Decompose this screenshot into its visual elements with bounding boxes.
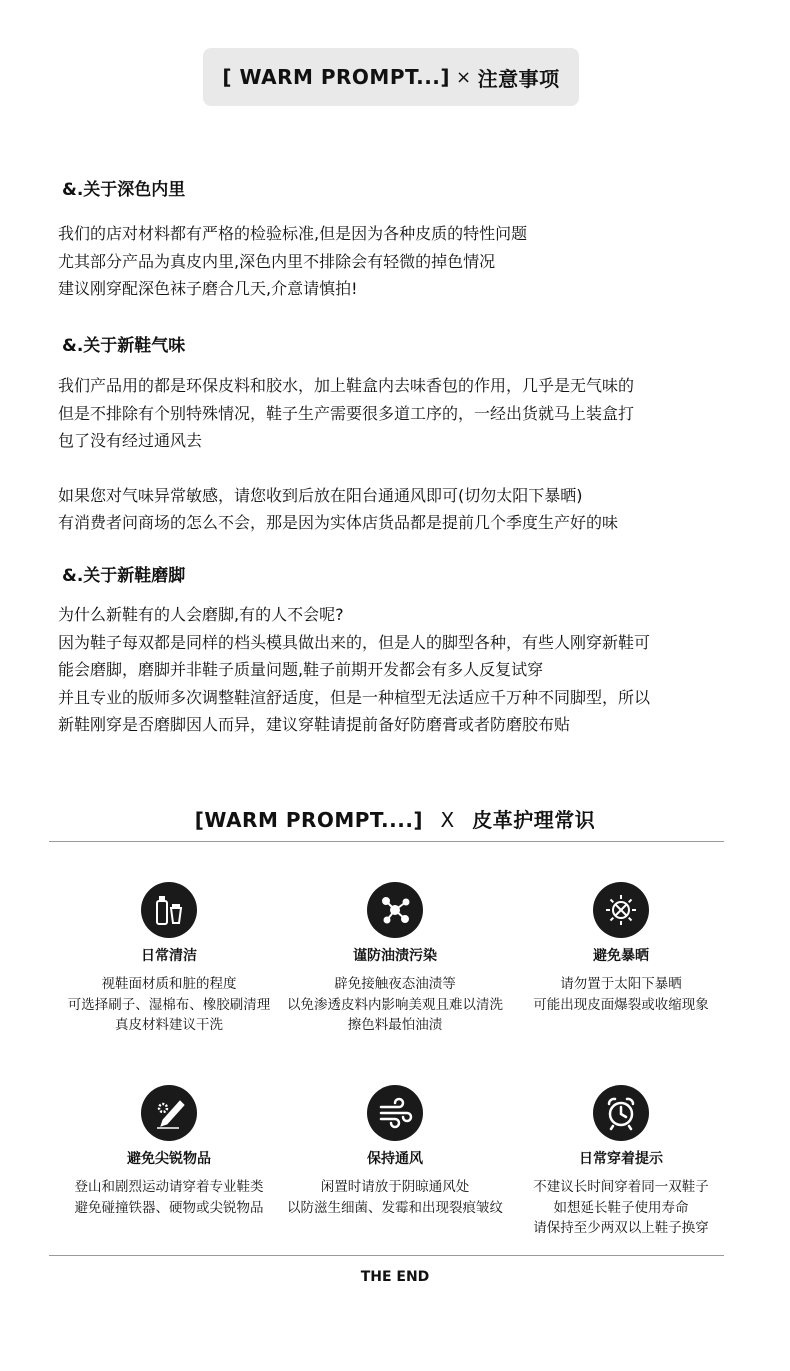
care-item-title: 避免暴晒 xyxy=(593,948,649,964)
notice-line: 包了没有经过通风去 xyxy=(58,431,203,450)
care-line: 如想延长鞋子使用寿命 xyxy=(553,1199,689,1216)
care-item-title: 避免尖锐物品 xyxy=(127,1151,211,1167)
notice-line: 因为鞋子每双都是同样的档头模具做出来的，但是人的脚型各种，有些人刚穿新鞋可 xyxy=(58,632,651,652)
care-line: 可选择刷子、湿棉布、橡胶刷清理 xyxy=(67,996,271,1013)
care-item-desc xyxy=(39,974,299,1036)
notice-body-new-shoe-smell xyxy=(58,372,634,537)
top-header-pill xyxy=(203,48,579,106)
notice-line: 我们产品用的都是环保皮料和胶水，加上鞋盒内去味香包的作用，几乎是无气味的 xyxy=(58,376,635,395)
footer-divider xyxy=(49,1255,724,1256)
care-header xyxy=(0,804,790,833)
notice-line: 如果您对气味异常敏感，请您收到后放在阳台通通风即可(切勿太阳下暴晒) xyxy=(58,485,583,505)
care-item-desc xyxy=(265,974,525,1036)
notice-title-dark-lining: &.关于深色内里 xyxy=(62,180,186,200)
care-line: 以免渗透皮料内影响美观且难以清洗 xyxy=(287,996,503,1013)
stain-molecule-icon xyxy=(367,882,423,938)
footer-the-end: THE END xyxy=(360,1269,430,1285)
notice-line: 尤其部分产品为真皮内里,深色内里不排除会有轻微的掉色情况 xyxy=(58,251,496,271)
care-line: 可能出现皮面爆裂或收缩现象 xyxy=(533,996,709,1013)
care-line: 辟免接触夜态油渍等 xyxy=(334,976,456,992)
care-line: 避免碰撞铁器、硬物或尖锐物品 xyxy=(74,1199,264,1216)
top-header-title: 注意事项 xyxy=(477,66,560,91)
wind-icon xyxy=(367,1085,423,1141)
care-item-daily-wear xyxy=(491,1085,751,1239)
notice-title-new-shoe-smell: &.关于新鞋气味 xyxy=(62,336,186,356)
care-item-title: 保持通风 xyxy=(367,1151,423,1167)
care-line: 登山和剧烈运动请穿着专业鞋类 xyxy=(74,1179,264,1195)
care-item-oil-stains xyxy=(265,882,525,1036)
care-item-ventilation xyxy=(265,1085,525,1218)
no-sun-icon xyxy=(593,882,649,938)
care-line: 请保持至少两双以上鞋子换穿 xyxy=(533,1220,709,1236)
care-line: 以防滋生细菌、发霉和出现裂痕皱纹 xyxy=(287,1199,503,1216)
notice-line: 但是不排除有个别特殊情况，鞋子生产需要很多道工序的，一经出货就马上装盒打 xyxy=(58,403,635,423)
care-header-title: 皮革护理常识 xyxy=(472,808,596,832)
notice-line: 建议刚穿配深色袜子磨合几天,介意请慎拍! xyxy=(58,279,358,298)
notice-line: 为什么新鞋有的人会磨脚,有的人不会呢? xyxy=(58,605,344,624)
care-line: 视鞋面材质和脏的程度 xyxy=(101,976,237,992)
care-header-label: [WARM PROMPT....] xyxy=(194,808,424,832)
care-line: 真皮材料建议干洗 xyxy=(115,1017,223,1033)
care-item-desc xyxy=(39,1177,299,1218)
care-item-desc xyxy=(265,1177,525,1218)
bottles-icon xyxy=(141,882,197,938)
care-item-avoid-sharp xyxy=(39,1085,299,1218)
care-line: 请勿置于太阳下暴晒 xyxy=(560,976,682,992)
top-header-label: [ WARM PROMPT...] xyxy=(222,65,451,89)
care-item-desc xyxy=(491,974,751,1015)
sharp-tool-icon xyxy=(141,1085,197,1141)
care-item-avoid-sun xyxy=(491,882,751,1015)
notice-line: 有消费者问商场的怎么不会，那是因为实体店货品都是提前几个季度生产好的味 xyxy=(58,513,619,532)
top-header-separator: × xyxy=(456,66,472,88)
care-header-separator: X xyxy=(440,808,455,832)
care-header-divider xyxy=(49,841,724,842)
notice-body-new-shoe-rubbing xyxy=(58,601,650,739)
care-item-desc xyxy=(491,1177,751,1239)
care-item-title: 日常清洁 xyxy=(141,948,197,964)
notice-line: 我们的店对材料都有严格的检验标准,但是因为各种皮质的特性问题 xyxy=(58,224,528,243)
care-item-title: 谨防油渍污染 xyxy=(353,948,437,964)
notice-line: 能会磨脚，磨脚并非鞋子质量问题,鞋子前期开发都会有多人反复试穿 xyxy=(58,660,544,679)
notice-body-dark-lining xyxy=(58,220,527,303)
notice-line: 并且专业的版师多次调整鞋渲舒适度，但是一种楦型无法适应千万种不同脚型，所以 xyxy=(58,687,651,707)
care-item-daily-cleaning xyxy=(39,882,299,1036)
alarm-clock-icon xyxy=(593,1085,649,1141)
notice-line: 新鞋刚穿是否磨脚因人而异，建议穿鞋请提前备好防磨膏或者防磨胶布贴 xyxy=(58,715,571,734)
notice-title-new-shoe-rubbing: &.关于新鞋磨脚 xyxy=(62,566,186,586)
care-line: 擦色料最怕油渍 xyxy=(347,1017,443,1033)
care-line: 不建议长时间穿着同一双鞋子 xyxy=(533,1179,709,1195)
care-line: 闲置时请放于阴晾通风处 xyxy=(320,1179,470,1195)
care-item-title: 日常穿着提示 xyxy=(579,1151,663,1167)
